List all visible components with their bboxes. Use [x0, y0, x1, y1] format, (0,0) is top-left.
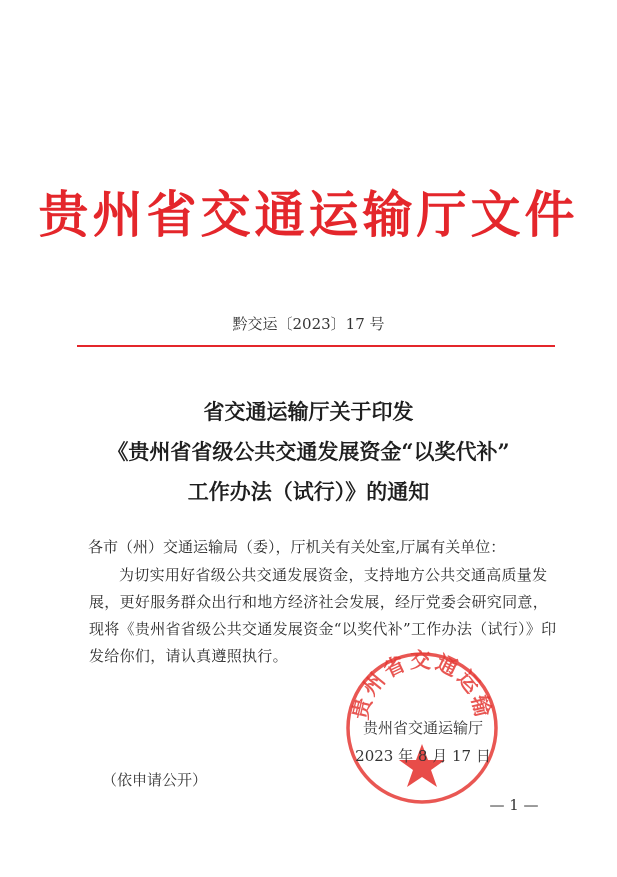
document-number: 黔交运〔2023〕17 号: [232, 315, 385, 333]
red-divider: [77, 345, 555, 347]
issue-date: 2023 年 8 月 17 日: [355, 747, 491, 765]
document-title-line-2: 《贵州省省级公共交通发展资金“以奖代补”: [107, 439, 510, 464]
document-title-line-1: 省交通运输厅关于印发: [203, 399, 414, 424]
svg-text:贵州省交通运输: 贵州省交通运输: [347, 648, 497, 722]
document-masthead: 贵州省交通运输厅文件: [38, 185, 579, 244]
addressee: 各市（州）交通运输局（委），厅机关有关处室,厅属有关单位：: [88, 538, 506, 556]
document-title-line-3: 工作办法（试行）》的通知: [187, 479, 430, 504]
issuer-name: 贵州省交通运输厅: [362, 719, 483, 737]
disclosure-note: （依申请公开）: [102, 771, 208, 789]
body-paragraph: 为切实用好省级公共交通发展资金，支持地方公共交通高质量发展，更好服务群众出行和地方经济社会发展，经厅党委会研究同意，现将《贵州省省级公共交通发展资金“以奖代补”工作办法（试行）》印发给你们，请认真遵照执行。: [89, 566, 557, 665]
page-number: — 1 —: [489, 796, 539, 814]
